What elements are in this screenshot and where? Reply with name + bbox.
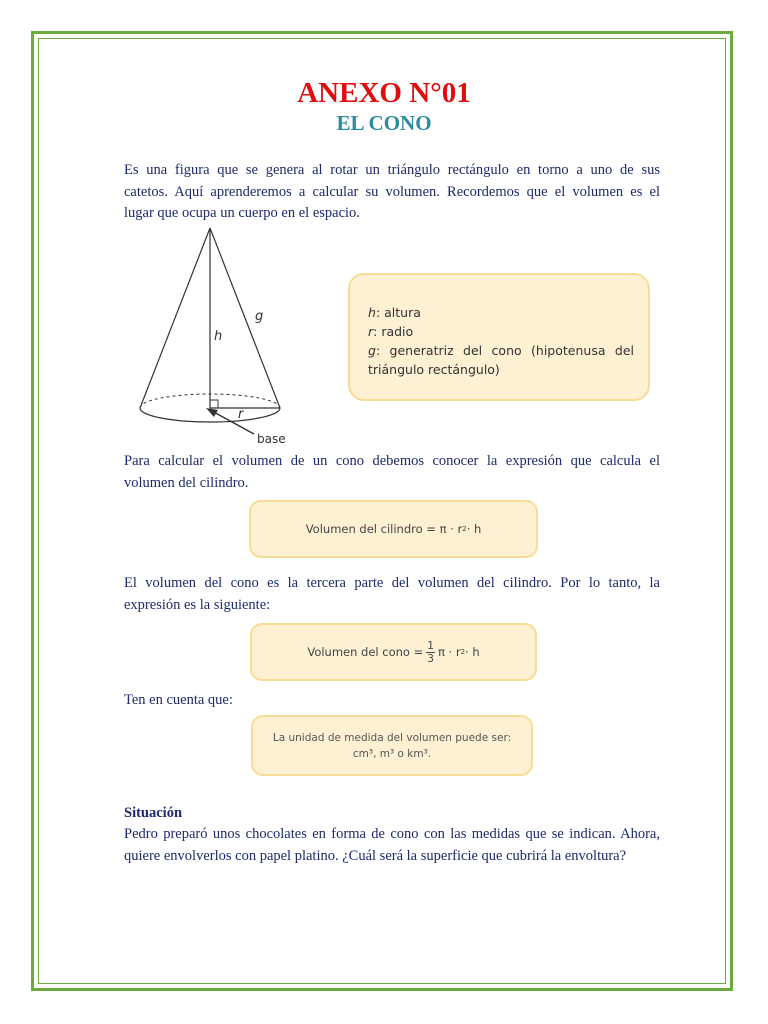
cone-line: El volumen del cono es la tercera parte del volumen del cilindro. Por lo tanto, la: [124, 575, 660, 591]
page-subtitle: EL CONO: [336, 111, 432, 135]
legend-h-text: : altura: [375, 305, 421, 320]
intro-line: lugar que ocupa un cuerpo en el espacio.: [124, 205, 360, 221]
cone-formula-exp: 2: [460, 648, 466, 656]
legend-g-text: : generatriz del cono (hipotenusa del: [375, 343, 634, 358]
cylinder-formula-rhs: · h: [466, 522, 482, 536]
cone-right-edge: [210, 228, 280, 408]
page-title: ANEXO N°01: [297, 77, 471, 109]
fraction-one-third: [426, 640, 435, 665]
legend-generatrix: [368, 341, 634, 360]
units-note-box: [251, 715, 533, 776]
label-h: h: [214, 329, 223, 344]
base-pointer-arrowhead: [206, 408, 218, 417]
legend-g-symbol: g: [368, 343, 376, 358]
fraction-denominator: 3: [427, 652, 434, 665]
situation-line: quiere envolverlos con papel platino. ¿Cuál será la superficie que cubrirá la envoltura?: [124, 847, 627, 864]
cone-line: expresión es la siguiente:: [124, 596, 271, 613]
cylinder-formula-box: [249, 500, 538, 558]
legend-h-symbol: h: [368, 305, 376, 320]
cone-formula-mid: π · r: [437, 645, 461, 659]
situation-title: Situación: [124, 805, 183, 821]
intro-paragraph: [124, 160, 660, 225]
label-r: r: [238, 407, 244, 422]
legend-r-text: : radio: [373, 324, 414, 339]
legend-r-symbol: r: [368, 324, 374, 339]
legend-height: [368, 303, 634, 322]
cone-left-edge: [140, 228, 210, 408]
cone-formula-rhs: · h: [465, 645, 480, 659]
label-base: base: [257, 432, 286, 446]
units-note-line: La unidad de medida del volumen puede ser:: [272, 731, 512, 744]
situation-paragraph: [124, 824, 660, 867]
cylinder-formula-lhs: Volumen del cilindro = π · r: [305, 522, 463, 536]
cone-formula-lhs: Volumen del cono =: [307, 645, 424, 659]
cylinder-line: volumen del cilindro.: [124, 474, 249, 491]
legend-box: [348, 273, 650, 401]
cone-diagram: [130, 222, 300, 448]
legend-radius: [368, 322, 634, 341]
cone-paragraph: [124, 573, 660, 616]
cylinder-formula-exp: 2: [462, 525, 467, 533]
cone-formula-box: [250, 623, 537, 681]
cylinder-paragraph: [124, 451, 660, 494]
right-angle-mark: [210, 400, 218, 408]
intro-line: Es una figura que se genera al rotar un triángulo rectángulo en torno a uno de sus: [124, 162, 660, 178]
units-note-values: cm³, m³ o km³.: [352, 747, 432, 760]
label-g: g: [255, 309, 264, 324]
cylinder-line: Para calcular el volumen de un cono debemos conocer la expresión que calcula el: [124, 453, 660, 469]
fraction-numerator: 1: [427, 639, 434, 652]
situation-line: Pedro preparó unos chocolates en forma de cono con las medidas que se indican. Ahora,: [124, 826, 660, 842]
note-intro: Ten en cuenta que:: [124, 692, 233, 708]
legend-generatrix-cont: triángulo rectángulo): [368, 362, 500, 377]
intro-line: catetos. Aquí aprenderemos a calcular su volumen. Recordemos que el volumen es el: [124, 183, 660, 200]
